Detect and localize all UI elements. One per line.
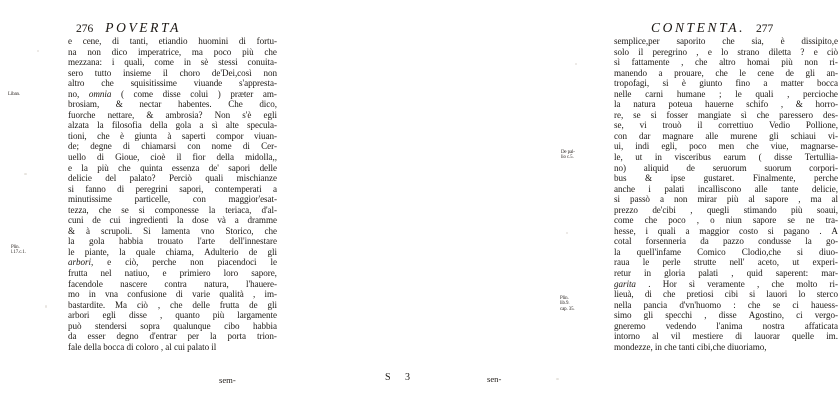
text-line: nelle carni humane ; le quali , percioche	[614, 88, 838, 99]
text-line: solo il peregrino , e lo strano diletta ? e ciò	[614, 46, 838, 57]
text-line: minutissime particelle, con maggior'esat-	[68, 194, 277, 205]
scan-speck	[556, 378, 559, 380]
recto-catchword: sen-	[487, 374, 502, 384]
text-line: uello di Gioue, cioè il fior della midolla,,	[68, 152, 277, 163]
recto-page	[301, 0, 838, 400]
text-line: no) aliquid de seruorum suorum corpori-	[614, 162, 838, 173]
text-line: mo in vna confusione di varie qualità , im-	[68, 289, 277, 300]
text-line: con dar magnare alle murene gli schiaui vi-	[614, 130, 838, 141]
text-line: alzata la filosofia della gola a sì alte specula-	[68, 120, 277, 131]
text-line: e la più che quinta essenza de' sapori delle	[68, 162, 277, 173]
marginal-note-line: Plin.	[11, 245, 20, 250]
text-line: le piante, la quale chiama, Adulterio de gli	[68, 246, 277, 257]
verso-running-title: POVERTA	[105, 20, 181, 35]
text-line: da esser degno d'entrar per la porta trion-	[68, 331, 277, 342]
marginal-note-line: cap. 35.	[560, 306, 575, 312]
text-line: re, se si fosser mangiate sì che paressero des-	[614, 109, 838, 120]
scan-speck	[566, 232, 568, 234]
text-line: bus & ipse gustaret. Finalmente, perche	[614, 173, 838, 184]
quire-signature: S 3	[385, 372, 417, 383]
text-line: mondezze, in che tanti cibi,che diuoriamo,	[614, 341, 767, 352]
text-line: simo gli specchi , disse Agostino, ci vergo-	[614, 310, 838, 321]
text-line: bastardite. Ma ciò , che delle frutta de gli	[68, 299, 277, 310]
scan-speck	[575, 63, 577, 65]
verso-page	[0, 0, 301, 400]
text-line: sì fattamente , che altro homai più non ri-	[614, 57, 838, 68]
recto-running-title: CONTENTA.	[651, 20, 746, 35]
text-line: lieuà, di che pretiosi cibi si lauori lo sterco	[614, 289, 838, 300]
text-line: manendo a prouare, che le cene de gli an-	[614, 67, 838, 78]
marginal-note-plin-lib9	[560, 296, 575, 312]
scan-speck	[45, 305, 47, 308]
text-line: anche i palati incallìscono alle tante delicie,	[614, 183, 838, 194]
marginal-note-line: lio c.5.	[561, 155, 574, 161]
recto-text-block	[614, 36, 838, 352]
text-line: sero tutto insieme il choro de'Dei,così non	[68, 67, 277, 78]
scan-speck	[37, 50, 39, 52]
text-line: arbori, e ciò, perche non piacendoci le	[68, 257, 277, 268]
text-line: prezzo de'cibi , quegli stimando più soaui,	[614, 204, 838, 215]
marginal-note-line: lib.9.	[560, 301, 570, 307]
text-line: fuorche nettare, & ambrosia? Non s'è egli	[68, 109, 277, 120]
text-line: tropofagi, si è giunto fino a matter bocca	[614, 78, 838, 89]
text-line: semplice,per saporito che sia, è dissipito,e	[614, 36, 838, 46]
verso-catchword: sem-	[219, 375, 236, 385]
text-line: hesse, i quali a maggior costo si pagano . A	[614, 225, 838, 236]
text-line: può stendersi sopra qualunque cibo habbia	[68, 320, 277, 331]
text-line: de; degne di chiamarsi con nome di Cer-	[68, 141, 277, 152]
marginal-note-line: De pal-	[561, 150, 575, 155]
text-line: mezzana: i quali, come in sè stessi conuita-	[68, 57, 277, 68]
verso-text-block	[68, 36, 277, 352]
text-line: come che poco , o niun sapore se ne tra-	[614, 215, 838, 226]
text-line: brosiam, & nectar habentes. Che dico,	[68, 99, 277, 110]
text-line: frutta nel natiuo, e primiero loro sapore,	[68, 268, 277, 279]
marginal-note-line: l.17.c.1.	[11, 250, 26, 256]
text-line: la quell'infame Comico Clodio,che si diuo-	[614, 246, 838, 257]
text-line: la gola habbia trouato l'arte dell'innestare	[68, 236, 277, 247]
text-line: nella pancia d'vn'huomo : che se ci hauess-	[614, 299, 838, 310]
marginal-note-plin-l17	[11, 245, 26, 256]
marginal-note-line: Plin.	[560, 296, 569, 301]
text-line: intorno al vil mestiere di lauorar quelle im.	[614, 331, 838, 342]
text-line: si passò a non mirar più al sapore , ma al	[614, 194, 838, 205]
text-line: delicie del palato? Perciò quali mischianze	[68, 173, 277, 184]
text-line: le, ut in visceribus earum ( disse Tertullia-	[614, 152, 838, 163]
text-line: cotal forsenneria da pazzo condusse la go-	[614, 236, 838, 247]
text-line: fale della bocca di coloro , al cui palato il	[68, 341, 217, 352]
text-line: ui, indi egli, poco men che viue, magnarse-	[614, 141, 838, 152]
verso-folio-number: 276	[76, 23, 94, 35]
recto-running-head	[651, 20, 773, 35]
text-line: altro che squisitissime viuande s'appresta-	[68, 78, 277, 89]
verso-running-head	[76, 20, 181, 35]
text-line: si fanno di peregrini sapori, contemperati a	[68, 183, 277, 194]
text-line: garita . Hor sì veramente , che molto ri-	[614, 278, 838, 289]
text-line: facendole nascere contra natura, l'hauere-	[68, 278, 277, 289]
text-line: se, vi trouò il correttiuo Vedio Pollione,	[614, 120, 838, 131]
recto-folio-number: 277	[756, 23, 774, 35]
text-line: tezza, che se si componesse la teriaca, d'al-	[68, 204, 277, 215]
text-line: gneremo vedendo l'anima nostra affaticata	[614, 320, 838, 331]
text-line: retur in gloria palati , quid saperent: mar-	[614, 268, 838, 279]
text-line: no, omnia ( come disse colui ) præter am-	[68, 88, 277, 99]
text-line: e cene, di tanti, etiandio huomini di fortu-	[68, 36, 277, 46]
marginal-note-de-pallio	[561, 150, 575, 161]
scan-speck	[24, 173, 27, 175]
text-line: na non dico imperatrice, ma poco più che	[68, 46, 277, 57]
text-line: tioni, che è giunta à saperti compor viuan-	[68, 130, 277, 141]
marginal-note-liban	[8, 92, 20, 97]
text-line: la natura poteua hauerne schifo , & horro-	[614, 99, 838, 110]
marginal-note-line: Liban.	[8, 92, 21, 97]
text-line: cuni de cui ingredienti la dose và a dramme	[68, 215, 277, 226]
text-line: raua le perle strutte nell' aceto, ut experi-	[614, 257, 838, 268]
text-line: & à scrupoli. Si lamenta vno Storico, che	[68, 225, 277, 236]
text-line: arbori egli disse , quanto più largamente	[68, 310, 277, 321]
